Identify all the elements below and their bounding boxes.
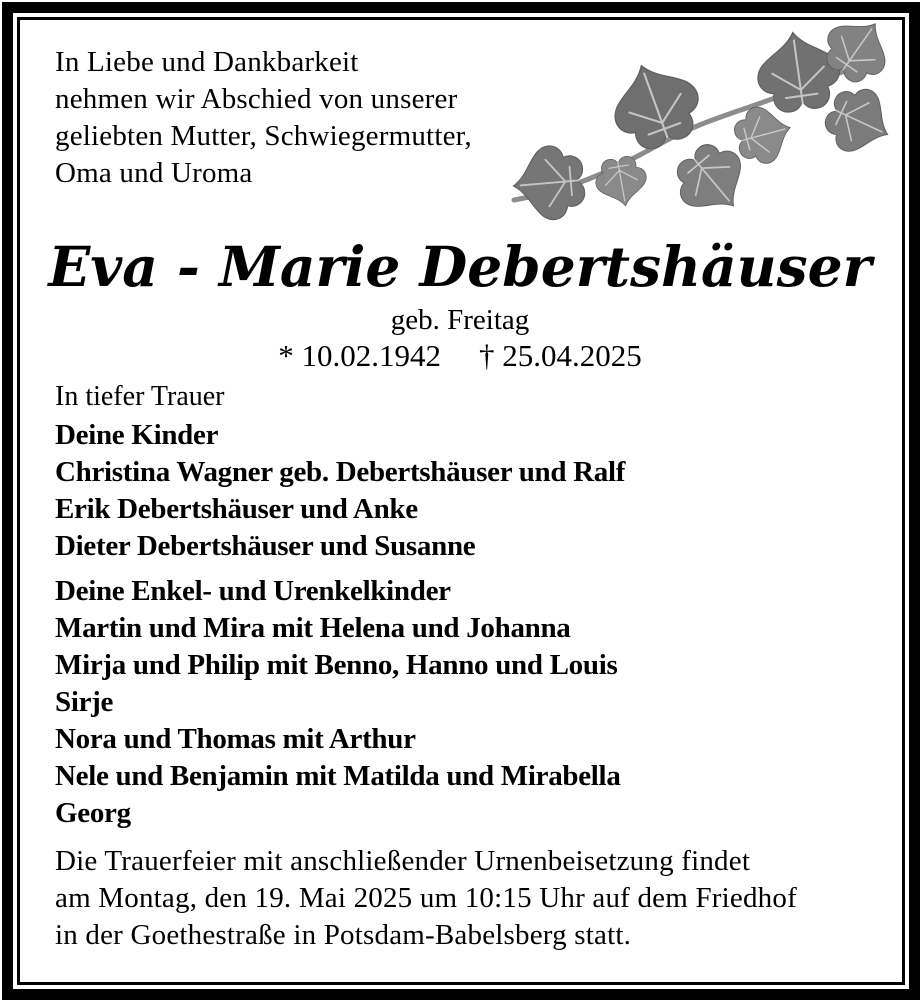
funeral-line: am Montag, den 19. Mai 2025 um 10:15 Uhr auf dem Friedhof — [55, 882, 797, 914]
life-dates — [0, 337, 920, 375]
birth-date: * 10.02.1942 — [278, 338, 441, 373]
funeral-info — [55, 843, 797, 954]
children-header: Deine Kinder — [55, 419, 219, 451]
grandchildren-header: Deine Enkel- und Urenkelkinder — [55, 575, 451, 607]
family-member-line: Sirje — [55, 686, 114, 718]
intro-line: geliebten Mutter, Schwiegermutter, — [55, 120, 472, 152]
deceased-name: Eva - Marie Debertshäuser — [48, 234, 872, 299]
ivy-branch-image — [500, 22, 890, 227]
family-member-line: Erik Debertshäuser und Anke — [55, 493, 418, 525]
death-date: † 25.04.2025 — [479, 338, 642, 373]
family-member-line: Georg — [55, 797, 131, 829]
maiden-name: geb. Freitag — [390, 304, 530, 336]
family-member-line: Nora und Thomas mit Arthur — [55, 723, 416, 755]
mourning-intro: In tiefer Trauer — [55, 381, 225, 412]
funeral-line: Die Trauerfeier mit anschließender Urnenbeisetzung findet — [55, 845, 751, 877]
intro-line: nehmen wir Abschied von unserer — [55, 83, 458, 115]
family-member-line: Martin und Mira mit Helena und Johanna — [55, 612, 571, 644]
family-member-line: Mirja und Philip mit Benno, Hanno und Louis — [55, 649, 618, 681]
intro-line: Oma und Uroma — [55, 157, 253, 189]
intro-line: In Liebe und Dankbarkeit — [55, 46, 359, 78]
funeral-line: in der Goethestraße in Potsdam-Babelsberg statt. — [55, 919, 632, 951]
family-member-line: Dieter Debertshäuser und Susanne — [55, 530, 476, 562]
intro-text — [55, 44, 472, 192]
grandchildren-section — [55, 573, 621, 832]
family-member-line: Nele und Benjamin mit Matilda und Mirabella — [55, 760, 621, 792]
family-member-line: Christina Wagner geb. Debertshäuser und Ralf — [55, 456, 626, 488]
children-section — [55, 417, 625, 565]
